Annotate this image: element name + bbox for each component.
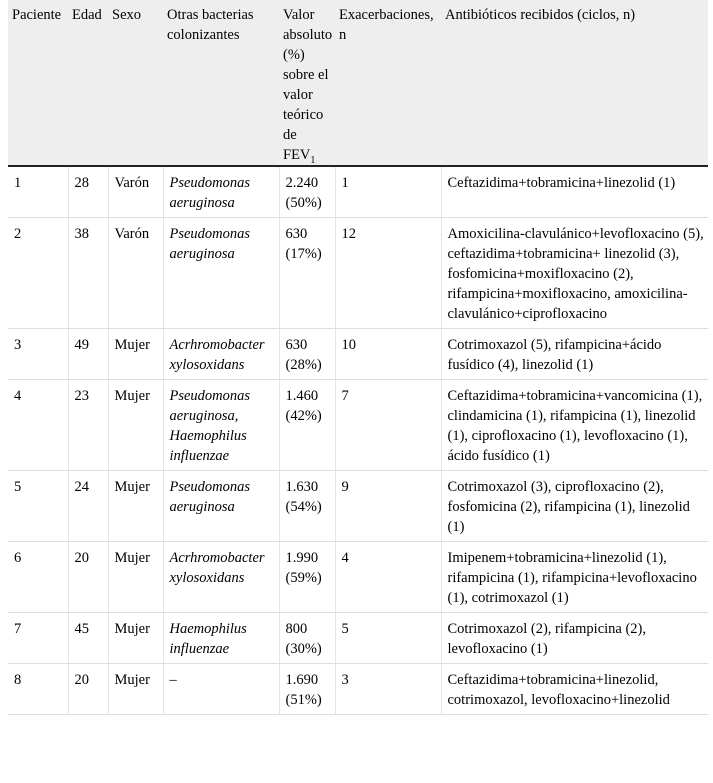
cell-exacerbaciones: 4 [335,542,441,613]
cell-sexo: Varón [108,166,163,218]
cell-fev: 1.990 (59%) [279,542,335,613]
cell-paciente: 7 [8,613,68,664]
header-bacterias: Otras bacterias colonizantes [163,0,279,166]
cell-fev: 1.630 (54%) [279,471,335,542]
cell-edad: 20 [68,664,108,715]
cell-fev: 2.240 (50%) [279,166,335,218]
cell-edad: 20 [68,542,108,613]
cell-paciente: 3 [8,329,68,380]
header-row [8,0,708,166]
table-row [8,471,708,542]
patients-table [8,0,708,715]
cell-paciente: 1 [8,166,68,218]
table-row [8,329,708,380]
header-exacerbaciones-n: n [339,27,347,43]
header-edad: Edad [68,0,108,166]
table-header [8,0,708,166]
cell-bacterias: Pseudomonas aeruginosa [163,471,279,542]
cell-fev: 800 (30%) [279,613,335,664]
cell-sexo: Mujer [108,380,163,471]
cell-edad: 24 [68,471,108,542]
cell-bacterias: Pseudomonas aeruginosa [163,166,279,218]
header-fev-subscript: 1 [310,155,316,166]
header-fev-text: Valor absoluto (%) sobre el valor teórico de FEV [283,7,333,163]
cell-exacerbaciones: 12 [335,218,441,329]
cell-sexo: Mujer [108,613,163,664]
cell-bacterias: Pseudomonas aeruginosa [163,218,279,329]
cell-bacterias: Acrhromobacter xylosoxidans [163,329,279,380]
cell-exacerbaciones: 1 [335,166,441,218]
cell-sexo: Mujer [108,329,163,380]
cell-sexo: Mujer [108,664,163,715]
cell-sexo: Mujer [108,542,163,613]
cell-exacerbaciones: 9 [335,471,441,542]
cell-bacterias: Pseudomonas aeruginosa, Haemophilus influenzae [163,380,279,471]
header-exacerbaciones-label: Exacerbaciones, [339,7,434,23]
cell-antibioticos: Ceftazidima+tobramicina+linezolid (1) [441,166,708,218]
cell-antibioticos: Imipenem+tobramicina+linezolid (1), rifampicina (1), rifampicina+levofloxacino (1), cotrimoxazol (1) [441,542,708,613]
cell-edad: 45 [68,613,108,664]
cell-fev: 1.460 (42%) [279,380,335,471]
cell-bacterias: Haemophilus influenzae [163,613,279,664]
cell-edad: 28 [68,166,108,218]
table-row [8,380,708,471]
cell-edad: 49 [68,329,108,380]
cell-exacerbaciones: 3 [335,664,441,715]
table-row [8,542,708,613]
cell-antibioticos: Cotrimoxazol (5), rifampicina+ácido fusídico (4), linezolid (1) [441,329,708,380]
cell-exacerbaciones: 7 [335,380,441,471]
header-sexo: Sexo [108,0,163,166]
cell-antibioticos: Cotrimoxazol (2), rifampicina (2), levofloxacino (1) [441,613,708,664]
cell-exacerbaciones: 5 [335,613,441,664]
cell-paciente: 5 [8,471,68,542]
cell-antibioticos: Cotrimoxazol (3), ciprofloxacino (2), fosfomicina (2), rifampicina (1), linezolid (1) [441,471,708,542]
header-antibioticos [441,0,708,166]
header-exacerbaciones [335,0,441,166]
cell-antibioticos: Ceftazidima+tobramicina+linezolid, cotrimoxazol, levofloxacino+linezolid [441,664,708,715]
cell-edad: 23 [68,380,108,471]
table-row [8,613,708,664]
cell-sexo: Varón [108,218,163,329]
header-paciente: Paciente [8,0,68,166]
table-row [8,664,708,715]
cell-paciente: 6 [8,542,68,613]
cell-exacerbaciones: 10 [335,329,441,380]
cell-paciente: 2 [8,218,68,329]
cell-bacterias: Acrhromobacter xylosoxidans [163,542,279,613]
table-body [8,166,708,715]
cell-antibioticos: Ceftazidima+tobramicina+vancomicina (1), clindamicina (1), rifampicina (1), linezolid (1), ciprofloxacino (1), levofloxacino (1), ácido fusídico (1) [441,380,708,471]
table-row [8,218,708,329]
cell-sexo: Mujer [108,471,163,542]
cell-bacterias: – [163,664,279,715]
header-antibioticos-label: Antibióticos recibidos (ciclos, n) [445,7,636,23]
cell-fev: 630 (28%) [279,329,335,380]
cell-paciente: 4 [8,380,68,471]
cell-antibioticos: Amoxicilina-clavulánico+levofloxacino (5), ceftazidima+tobramicina+ linezolid (3), fosfomicina+moxifloxacino (2), rifampicina+moxifloxacino, amoxicilina-clavulánico+ciprofloxacino [441,218,708,329]
cell-edad: 38 [68,218,108,329]
cell-paciente: 8 [8,664,68,715]
header-fev [279,0,335,166]
table-row [8,166,708,218]
cell-fev: 1.690 (51%) [279,664,335,715]
cell-fev: 630 (17%) [279,218,335,329]
